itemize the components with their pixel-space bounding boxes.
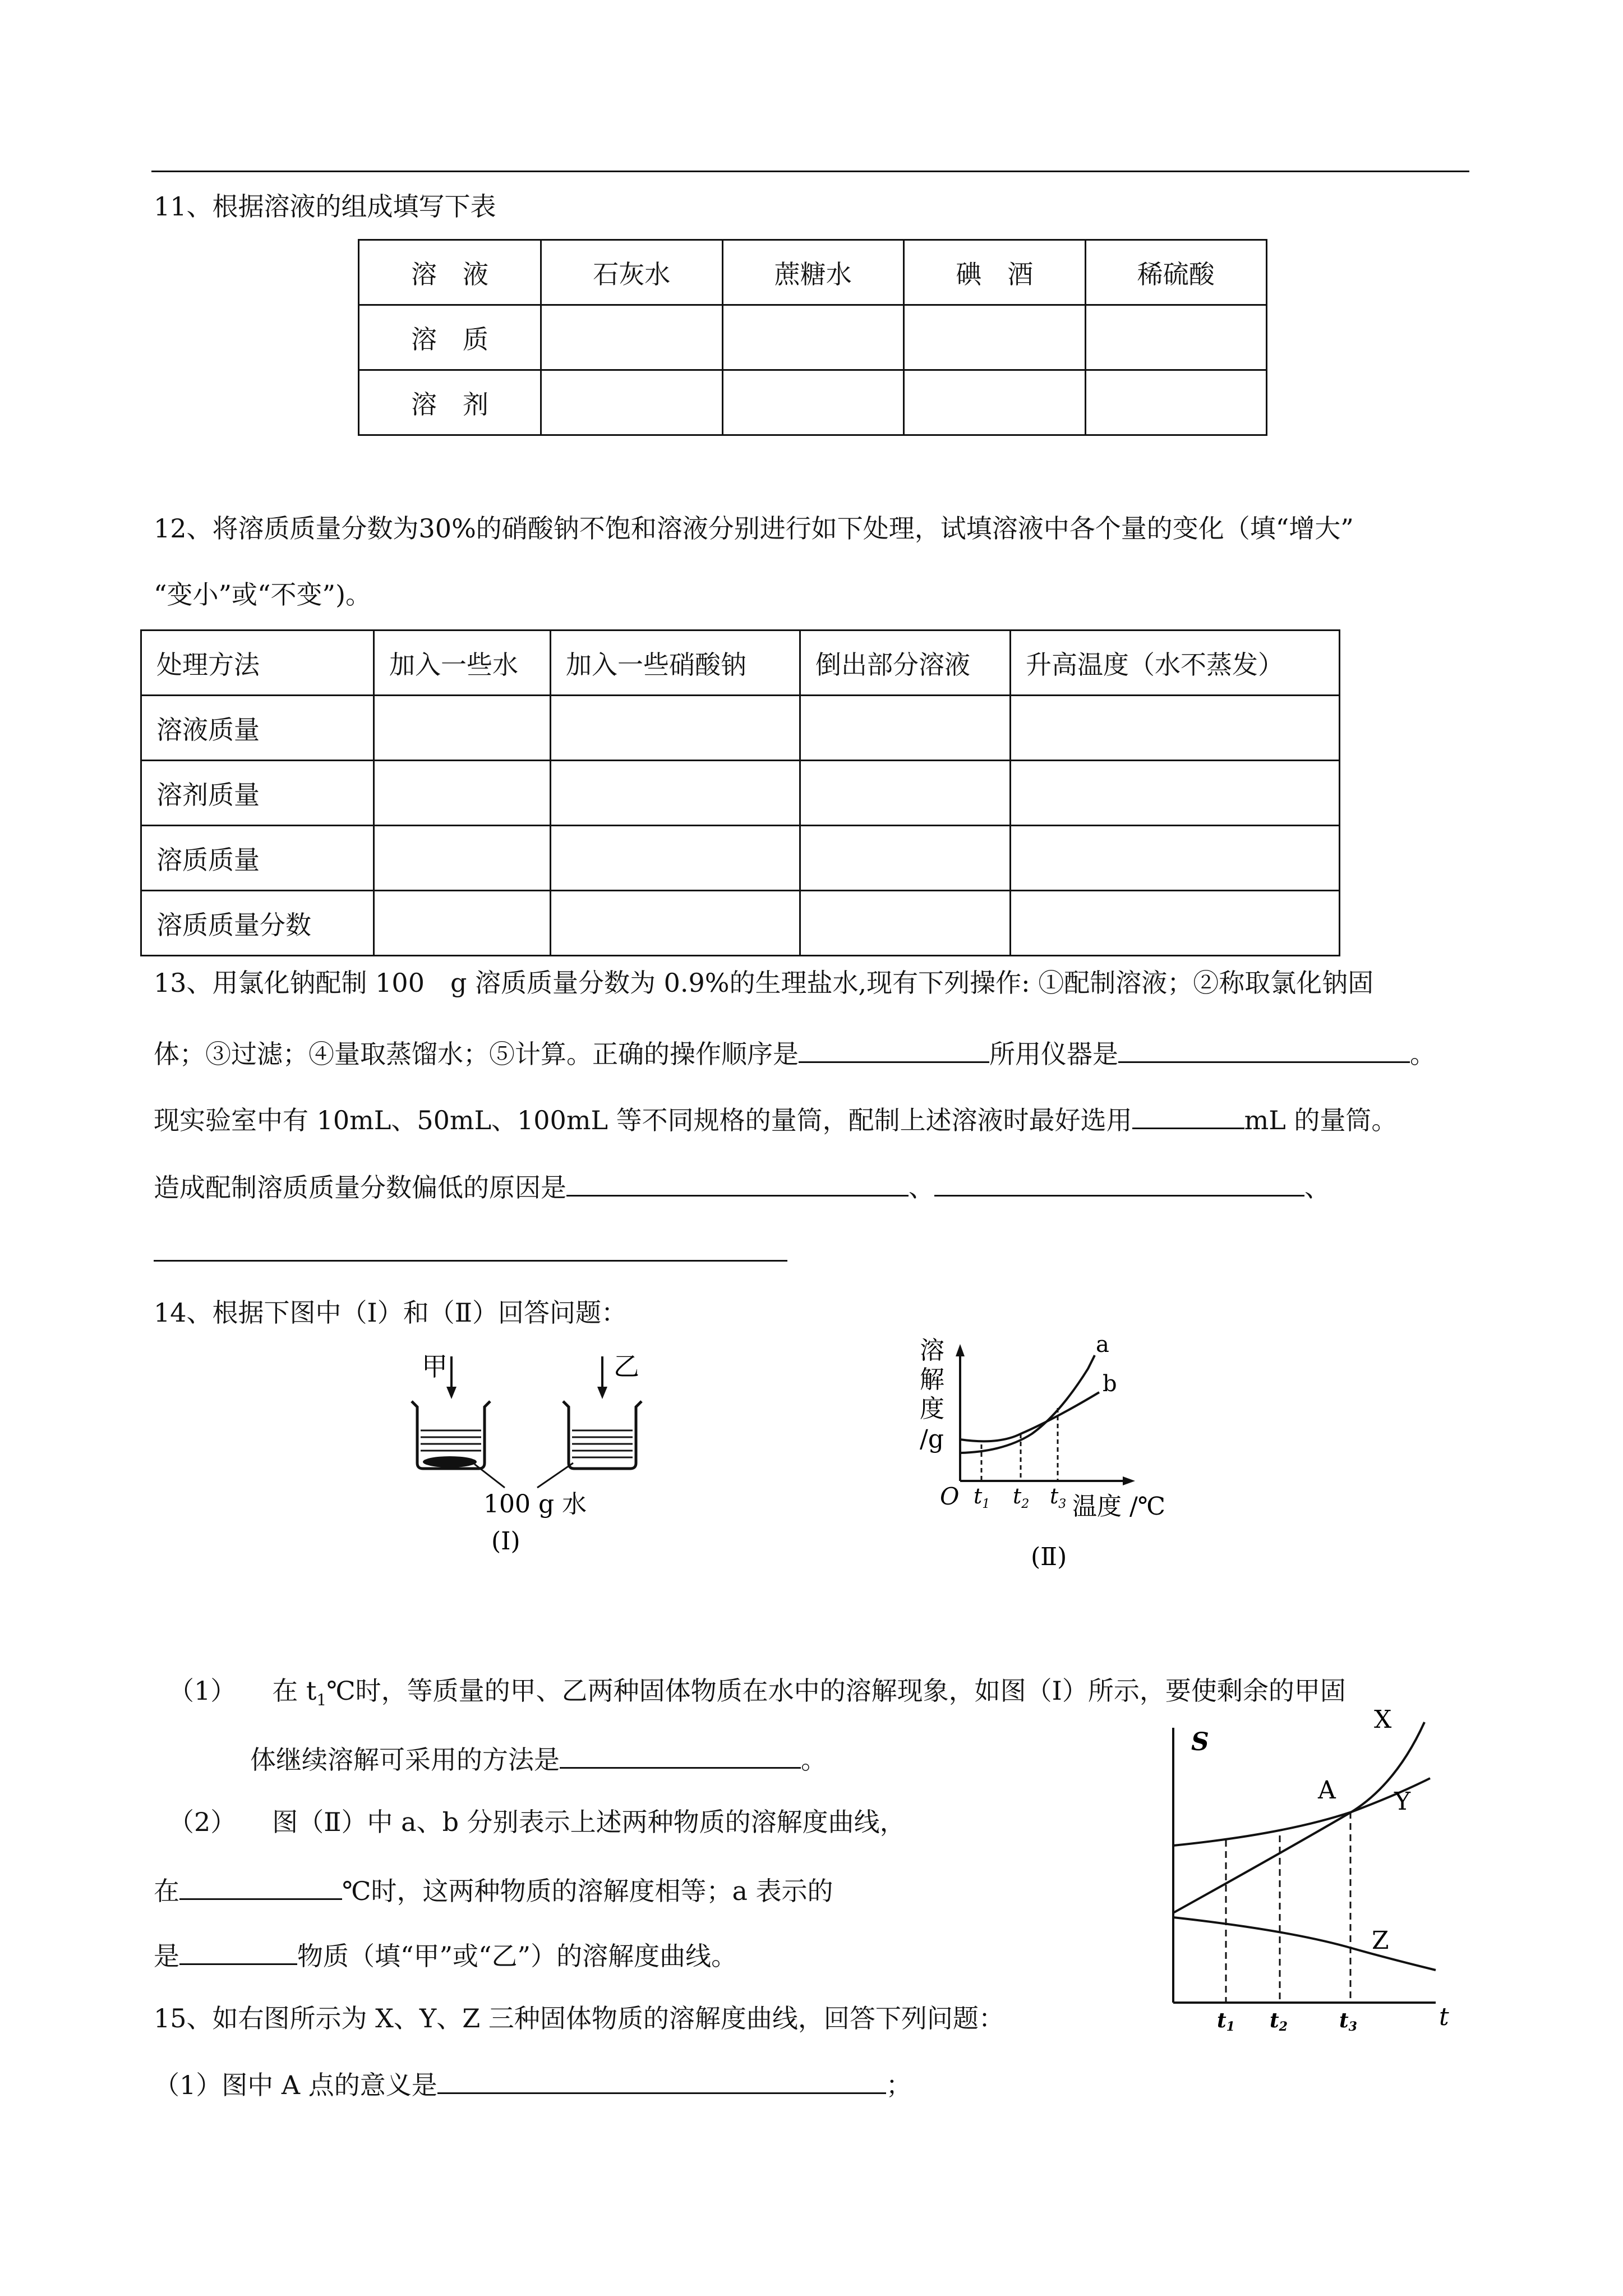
q15-sub1-text-a: （1）图中 A 点的意义是 <box>154 2070 437 2100</box>
q11-table <box>358 239 1267 436</box>
fig1-beaker-yi <box>563 1401 642 1469</box>
q13-reason-blank-2[interactable] <box>934 1168 1304 1197</box>
q13-line4-sep: 、 <box>909 1172 934 1203</box>
q11-prompt: 11、根据溶液的组成填写下表 <box>154 191 496 222</box>
q15-fig-tick-t2: t2 <box>1270 2009 1288 2034</box>
q13-reason-blank-1[interactable] <box>566 1168 909 1197</box>
q13-line2 <box>154 1034 1436 1071</box>
q14-substance-blank[interactable] <box>179 1936 297 1965</box>
fig2-y-label-4: /g <box>920 1425 944 1453</box>
q15-point-a-blank[interactable] <box>437 2065 886 2094</box>
figure-1-beakers <box>387 1346 645 1604</box>
q12-answer-cell[interactable] <box>374 696 551 761</box>
q11-header-cell: 稀硫酸 <box>1085 240 1267 305</box>
q13-line1: 13、用氯化钠配制 100 g 溶质质量分数为 0.9%的生理盐水,现有下列操作: ①配制溶液；②称取氯化钠固 <box>154 968 1374 998</box>
q15-fig-curve-x <box>1173 1722 1424 1913</box>
q12-answer-cell[interactable] <box>374 891 551 956</box>
q12-answer-cell[interactable] <box>1011 826 1340 891</box>
q13-order-blank[interactable] <box>799 1034 989 1063</box>
q13-line2-text-b: 所用仪器是 <box>989 1039 1118 1069</box>
fig1-leader-right <box>537 1463 573 1488</box>
fig2-y-label-3: 度 <box>920 1395 944 1423</box>
fig1-jia-label: 甲 <box>422 1351 448 1382</box>
q14-sub1-text-b: ℃时，等质量的甲、乙两种固体物质在水中的溶解现象，如图（Ⅰ）所示，要使剩余的甲固 <box>326 1676 1346 1706</box>
q12-row-label: 溶液质量 <box>141 696 374 761</box>
q12-answer-cell[interactable] <box>800 696 1011 761</box>
q12-answer-cell[interactable] <box>800 826 1011 891</box>
q12-answer-cell[interactable] <box>1011 891 1340 956</box>
fig2-y-arrowhead <box>956 1344 965 1356</box>
q11-row-label: 溶 剂 <box>359 370 541 435</box>
q11-answer-cell[interactable] <box>1085 370 1267 435</box>
q13-line4-end: 、 <box>1304 1172 1330 1203</box>
q14-sub2-line3 <box>154 1936 737 1973</box>
fig2-y-label-1: 溶 <box>920 1336 944 1365</box>
fig2-curve-b-label: b <box>1103 1371 1117 1397</box>
q14-sub2-line2-text-a: 在 <box>154 1876 179 1906</box>
q14-sub2-line2-text-b: ℃时，这两种物质的溶解度相等；a 表示的 <box>342 1876 833 1906</box>
q15-fig-t-label: t <box>1439 2003 1449 2031</box>
q11-header-cell: 碘 酒 <box>904 240 1086 305</box>
q11-answer-cell[interactable] <box>541 370 723 435</box>
q15-sub1 <box>154 2065 912 2102</box>
q14-sub1-line2-text-b: 。 <box>801 1745 827 1775</box>
q13-line4-text-a: 造成配制溶质质量分数偏低的原因是 <box>154 1172 566 1203</box>
q15-fig-curve-y <box>1173 1778 1430 1846</box>
q12-answer-cell[interactable] <box>800 891 1011 956</box>
q14-sub1-label: （1） <box>168 1676 237 1706</box>
q15-prompt: 15、如右图所示为 X、Y、Z 三种固体物质的溶解度曲线，回答下列问题： <box>154 2003 1004 2033</box>
q12-header-cell: 加入一些硝酸钠 <box>551 631 800 696</box>
q15-fig-s-label: S <box>1191 1728 1209 1756</box>
q12-table <box>140 629 1340 956</box>
q12-row-label: 溶质质量 <box>141 826 374 891</box>
q12-header-cell: 加入一些水 <box>374 631 551 696</box>
q15-fig-tick-t1: t1 <box>1217 2009 1235 2034</box>
q15-sub1-text-b: ； <box>886 2070 912 2100</box>
fig2-x-label: 温度 /℃ <box>1072 1492 1166 1521</box>
fig1-water-label: 100 g 水 <box>483 1490 587 1519</box>
figure-2-solubility-chart <box>920 1329 1211 1610</box>
fig2-tick-t1: $t_1$ <box>974 1484 990 1511</box>
q12-prompt-line2: “变小”或“不变”)。 <box>154 579 372 610</box>
q12-header-cell: 倒出部分溶液 <box>800 631 1011 696</box>
fig2-curve-a-label: a <box>1096 1332 1109 1358</box>
fig2-x-arrowhead <box>1123 1476 1135 1485</box>
q13-line2-text-a: 体；③过滤；④量取蒸馏水；⑤计算。正确的操作顺序是 <box>154 1039 799 1069</box>
q14-sub2-line3-text-a: 是 <box>154 1941 179 1971</box>
q12-answer-cell[interactable] <box>374 761 551 826</box>
q15-fig-curve-z <box>1173 1917 1436 1970</box>
q14-method-blank[interactable] <box>560 1740 801 1769</box>
q14-temperature-blank[interactable] <box>179 1871 342 1900</box>
q13-cylinder-blank[interactable] <box>1132 1101 1244 1129</box>
q15-fig-label-a: A <box>1318 1776 1336 1805</box>
fig2-y-label-2: 解 <box>920 1365 944 1394</box>
fig2-curve-a <box>960 1355 1095 1453</box>
q14-sub2-line3-text-b: 物质（填“甲”或“乙”）的溶解度曲线。 <box>297 1941 737 1971</box>
q12-answer-cell[interactable] <box>374 826 551 891</box>
q13-line3-text-a: 现实验室中有 10mL、50mL、100mL 等不同规格的量筒，配制上述溶液时最好选用 <box>154 1105 1132 1135</box>
q11-answer-cell[interactable] <box>541 305 723 370</box>
q13-line3 <box>154 1101 1397 1137</box>
q11-row-label: 溶 质 <box>359 305 541 370</box>
q11-header-cell: 蔗糖水 <box>722 240 904 305</box>
q14-prompt: 14、根据下图中（Ⅰ）和（Ⅱ）回答问题： <box>154 1297 627 1328</box>
q12-answer-cell[interactable] <box>551 891 800 956</box>
q14-sub1-subscript: 1 <box>316 1691 327 1710</box>
q12-answer-cell[interactable] <box>1011 761 1340 826</box>
figure-q15-solubility-chart <box>1161 1705 1475 2042</box>
q14-sub2-label: （2） <box>168 1807 237 1837</box>
header-rule <box>151 171 1469 172</box>
q13-line4 <box>154 1168 1330 1204</box>
fig1-leader-left <box>474 1464 505 1488</box>
q11-answer-cell[interactable] <box>904 370 1086 435</box>
q11-answer-cell[interactable] <box>722 370 904 435</box>
q12-answer-cell[interactable] <box>1011 696 1340 761</box>
q14-sub1-line2 <box>250 1740 827 1777</box>
q12-row-label: 溶质质量分数 <box>141 891 374 956</box>
q14-sub1-line2-text-a: 体继续溶解可采用的方法是 <box>250 1745 560 1775</box>
q12-row-label: 溶剂质量 <box>141 761 374 826</box>
q12-answer-cell[interactable] <box>551 761 800 826</box>
q12-header-cell: 处理方法 <box>141 631 374 696</box>
fig2-tick-t3: $t_3$ <box>1050 1484 1067 1511</box>
q12-answer-cell[interactable] <box>551 696 800 761</box>
q12-prompt-line1: 12、将溶质质量分数为30%的硝酸钠不饱和溶液分别进行如下处理，试填溶液中各个量的变化（填“增大” <box>154 513 1354 544</box>
q14-sub2-line2 <box>154 1871 833 1908</box>
q13-reason-blank-3[interactable] <box>154 1260 787 1262</box>
q14-sub2-line1 <box>168 1805 906 1839</box>
q11-answer-cell[interactable] <box>722 305 904 370</box>
fig1-undissolved-solid <box>423 1456 477 1467</box>
fig1-yi-label: 乙 <box>614 1351 639 1382</box>
fig1-jia-arrowhead <box>446 1387 457 1399</box>
q14-sub2-text-a: 图（Ⅱ）中 a、b 分别表示上述两种物质的溶解度曲线， <box>272 1807 906 1837</box>
q11-header-cell: 石灰水 <box>541 240 723 305</box>
fig2-tick-t2: $t_2$ <box>1013 1484 1030 1511</box>
q11-header-cell: 溶 液 <box>359 240 541 305</box>
q11-answer-cell[interactable] <box>1085 305 1267 370</box>
q15-fig-label-y: Y <box>1394 1787 1411 1816</box>
q13-instruments-blank[interactable] <box>1118 1034 1410 1063</box>
q11-answer-cell[interactable] <box>904 305 1086 370</box>
q15-fig-label-z: Z <box>1372 1926 1389 1955</box>
q15-fig-label-x: X <box>1374 1705 1392 1734</box>
fig1-caption: (Ⅰ) <box>491 1527 520 1556</box>
fig2-origin: O <box>940 1483 960 1510</box>
fig2-caption: (Ⅱ) <box>1031 1543 1067 1571</box>
q13-line2-text-c: 。 <box>1410 1039 1436 1069</box>
q12-answer-cell[interactable] <box>800 761 1011 826</box>
q13-line3-text-b: mL 的量筒。 <box>1244 1105 1398 1135</box>
q14-sub1-text-a: 在 t <box>272 1676 317 1706</box>
q12-answer-cell[interactable] <box>551 826 800 891</box>
q12-header-cell: 升高温度（水不蒸发） <box>1011 631 1340 696</box>
fig1-yi-arrowhead <box>597 1387 607 1399</box>
q15-fig-tick-t3: t3 <box>1339 2009 1357 2034</box>
